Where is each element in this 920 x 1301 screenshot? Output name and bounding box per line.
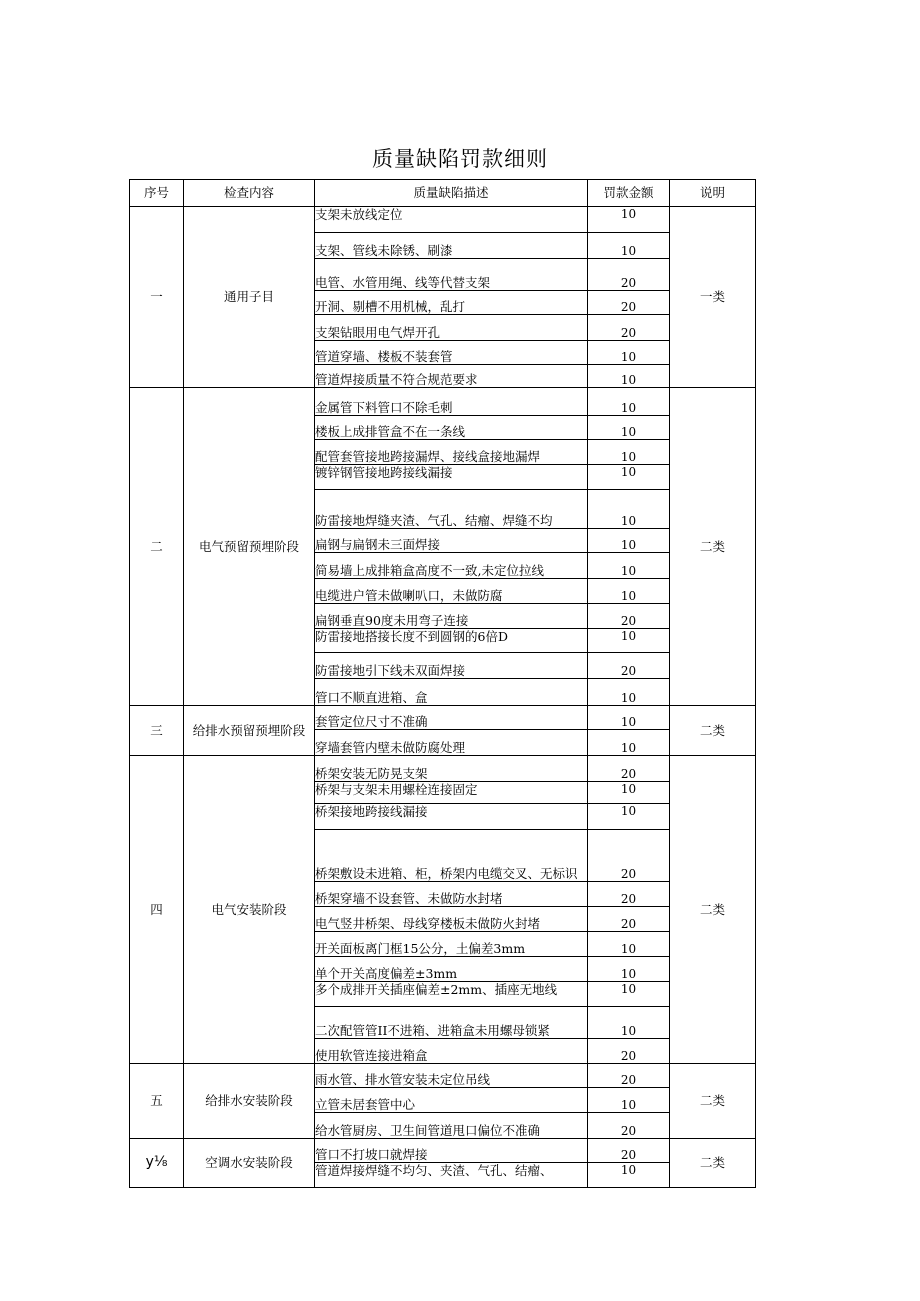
fine-amount: 10 [588, 553, 670, 579]
defect-description: 防雷接地引下线未双面焊接 [315, 653, 588, 679]
defect-description: 扁钢与扁钢未三面焊接 [315, 529, 588, 553]
table-row [130, 756, 756, 782]
defect-description: 防雷接地焊缝夹渣、气孔、结瘤、焊缝不均 [315, 490, 588, 529]
defect-description: 单个开关高度偏差±3mm [315, 957, 588, 982]
fine-amount: 10 [588, 440, 670, 465]
fine-amount: 10 [588, 957, 670, 982]
section-seq: 四 [130, 756, 184, 1064]
fine-amount: 20 [588, 315, 670, 341]
defect-description: 楼板上成排管盒不在一条线 [315, 416, 588, 440]
fine-amount: 10 [588, 932, 670, 957]
section-seq: 一 [130, 207, 184, 388]
table-row [130, 207, 756, 233]
section-content: 给排水预留预埋阶段 [184, 706, 315, 756]
defect-description: 桥架穿墙不设套管、未做防水封堵 [315, 882, 588, 907]
defect-description: 给水管厨房、卫生间管道甩口偏位不准确 [315, 1113, 588, 1139]
fine-amount: 20 [588, 604, 670, 629]
defect-description: 金属管下料管口不除毛刺 [315, 388, 588, 416]
section-note: 二类 [670, 756, 756, 1064]
section-seq: 二 [130, 388, 184, 706]
section-note: 二类 [670, 388, 756, 706]
penalty-table [129, 179, 756, 1188]
fine-amount: 20 [588, 882, 670, 907]
fine-amount: 10 [588, 730, 670, 756]
defect-description: 套管定位尺寸不准确 [315, 706, 588, 730]
fine-amount: 20 [588, 1139, 670, 1163]
defect-description: 雨水管、排水管安装未定位吊线 [315, 1064, 588, 1088]
fine-amount: 10 [588, 629, 670, 653]
fine-amount: 20 [588, 653, 670, 679]
defect-description: 镀锌钢管接地跨接线漏接 [315, 465, 588, 490]
defect-description: 管道穿墙、楼板不装套管 [315, 341, 588, 365]
defect-description: 穿墙套管内壁未做防腐处理 [315, 730, 588, 756]
header-amount: 罚款金额 [588, 180, 670, 207]
section-content: 给排水安装阶段 [184, 1064, 315, 1139]
defect-description: 支架未放线定位 [315, 207, 588, 233]
defect-description: 多个成排开关插座偏差±2mm、插座无地线 [315, 982, 588, 1007]
fine-amount: 10 [588, 982, 670, 1007]
fine-amount: 20 [588, 1039, 670, 1064]
defect-description: 桥架敷设未进箱、柜，桥架内电缆交叉、无标识 [315, 830, 588, 882]
fine-amount: 10 [588, 529, 670, 553]
fine-amount: 10 [588, 782, 670, 804]
section-seq: 三 [130, 706, 184, 756]
defect-description: 配管套管接地跨接漏焊、接线盒接地漏焊 [315, 440, 588, 465]
defect-description: 扁钢垂直90度未用弯子连接 [315, 604, 588, 629]
header-desc: 质量缺陷描述 [315, 180, 588, 207]
fine-amount: 20 [588, 830, 670, 882]
fine-amount: 20 [588, 259, 670, 291]
fine-amount: 10 [588, 679, 670, 706]
defect-description: 二次配管管II不进箱、进箱盒未用螺母锁紧 [315, 1007, 588, 1039]
section-note: 二类 [670, 1064, 756, 1139]
defect-description: 管口不打坡口就焊接 [315, 1139, 588, 1163]
fine-amount: 20 [588, 907, 670, 932]
header-seq: 序号 [130, 180, 184, 207]
table-row [130, 706, 756, 730]
fine-amount: 10 [588, 1007, 670, 1039]
fine-amount: 10 [588, 465, 670, 490]
fine-amount: 10 [588, 341, 670, 365]
section-content: 电气预留预埋阶段 [184, 388, 315, 706]
fine-amount: 20 [588, 756, 670, 782]
defect-description: 电管、水管用绳、线等代替支架 [315, 259, 588, 291]
defect-description: 使用软管连接进箱盒 [315, 1039, 588, 1064]
defect-description: 桥架与支架未用螺栓连接固定 [315, 782, 588, 804]
defect-description: 管口不顺直进箱、盒 [315, 679, 588, 706]
section-note: 二类 [670, 706, 756, 756]
fine-amount: 10 [588, 490, 670, 529]
fine-amount: 10 [588, 388, 670, 416]
defect-description: 防雷接地搭接长度不到圆钢的6倍D [315, 629, 588, 653]
defect-description: 开关面板离门框15公分，土偏差3mm [315, 932, 588, 957]
defect-description: 电气竖井桥架、母线穿楼板未做防火封堵 [315, 907, 588, 932]
defect-description: 开洞、剔槽不用机械，乱打 [315, 291, 588, 315]
fine-amount: 10 [588, 706, 670, 730]
page-title: 质量缺陷罚款细则 [372, 147, 548, 171]
table-row [130, 1064, 756, 1088]
section-seq: 五 [130, 1064, 184, 1139]
section-content: 空调水安装阶段 [184, 1139, 315, 1188]
fine-amount: 20 [588, 1064, 670, 1088]
defect-description: 支架钻眼用电气焊开孔 [315, 315, 588, 341]
section-note: 二类 [670, 1139, 756, 1188]
section-content: 电气安装阶段 [184, 756, 315, 1064]
fine-amount: 10 [588, 365, 670, 388]
section-content: 通用子目 [184, 207, 315, 388]
defect-description: 简易墙上成排箱盒高度不一致,未定位拉线 [315, 553, 588, 579]
defect-description: 支架、管线未除锈、刷漆 [315, 233, 588, 259]
fine-amount: 10 [588, 416, 670, 440]
table-row [130, 1139, 756, 1163]
defect-description: 管道焊接质量不符合规范要求 [315, 365, 588, 388]
section-seq: y⅛ [130, 1139, 184, 1188]
table-row [130, 388, 756, 416]
header-note: 说明 [670, 180, 756, 207]
defect-description: 管道焊接焊缝不均匀、夹渣、气孔、结瘤、 [315, 1163, 588, 1188]
fine-amount: 10 [588, 207, 670, 233]
fine-amount: 10 [588, 579, 670, 604]
fine-amount: 10 [588, 1163, 670, 1188]
defect-description: 桥架接地跨接线漏接 [315, 804, 588, 830]
fine-amount: 10 [588, 804, 670, 830]
fine-amount: 10 [588, 233, 670, 259]
header-row [130, 180, 756, 207]
section-note: 一类 [670, 207, 756, 388]
fine-amount: 20 [588, 1113, 670, 1139]
defect-description: 电缆进户管未做喇叭口，未做防腐 [315, 579, 588, 604]
defect-description: 立管未居套管中心 [315, 1088, 588, 1113]
header-content: 检查内容 [184, 180, 315, 207]
defect-description: 桥架安装无防晃支架 [315, 756, 588, 782]
fine-amount: 10 [588, 1088, 670, 1113]
fine-amount: 20 [588, 291, 670, 315]
